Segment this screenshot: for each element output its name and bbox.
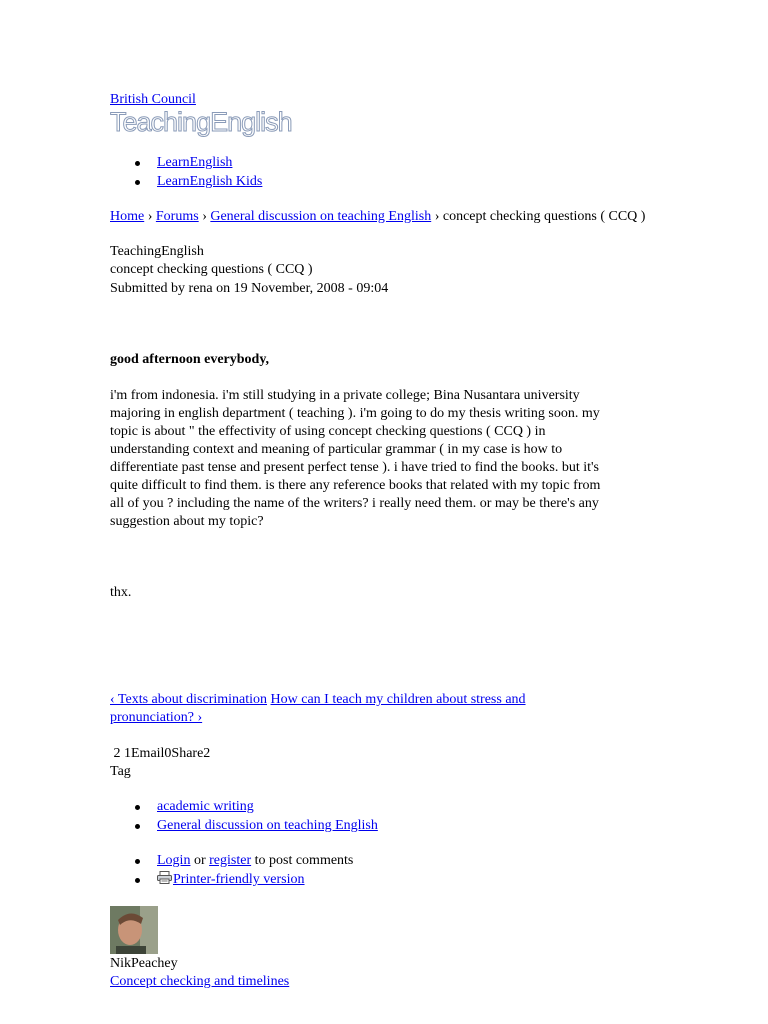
action-item — [110, 852, 353, 870]
breadcrumb — [110, 208, 670, 226]
page-title: concept checking questions ( CCQ ) — [110, 262, 313, 277]
post-body-line: understanding context and meaning of particular grammar ( in my case is how to — [110, 442, 563, 457]
tag-label: Tag — [110, 764, 131, 779]
teachingenglish-logo[interactable]: TeachingEnglish — [110, 107, 292, 137]
breadcrumb-general-discussion[interactable]: General discussion on teaching English — [210, 209, 432, 224]
post-pager — [110, 691, 630, 727]
site-nav — [110, 154, 262, 192]
post-body-line: quite difficult to find them. is there any reference books that related with my topic from — [110, 478, 601, 493]
tag-item — [110, 798, 378, 816]
author-avatar[interactable] — [110, 906, 158, 954]
post-body — [110, 387, 670, 531]
british-council-link[interactable]: British Council — [110, 92, 196, 107]
post-body-line: suggestion about my topic? — [110, 514, 264, 529]
next-post-link-line1: How can I teach my children about stress and — [270, 692, 526, 707]
site-name: TeachingEnglish — [110, 244, 204, 259]
tag-academic-writing[interactable]: academic writing — [157, 799, 254, 814]
learnenglish-kids-link[interactable]: LearnEnglish Kids — [157, 174, 263, 189]
breadcrumb-separator: › — [202, 209, 207, 224]
breadcrumb-separator: › — [147, 209, 153, 224]
submitted-info: Submitted by rena on 19 November, 2008 - 09:04 — [110, 281, 389, 296]
breadcrumb-separator: › — [434, 209, 440, 224]
nav-item — [110, 154, 262, 172]
breadcrumb-current: concept checking questions ( CCQ ) — [442, 209, 646, 224]
printer-friendly-link[interactable]: Printer-friendly version — [173, 872, 305, 887]
post-body-line: majoring in english department ( teaching ). i'm going to do my thesis writing soon. my — [110, 406, 600, 421]
action-item — [110, 871, 353, 889]
post-body-line: topic is about " the effectivity of using concept checking questions ( CCQ ) in — [110, 424, 546, 439]
post-body-line: differentiate past tense and present perfect tense ). i have tried to find the books. but it's — [110, 460, 599, 475]
register-link[interactable]: register — [209, 853, 252, 868]
tag-item — [110, 817, 378, 835]
learnenglish-link[interactable]: LearnEnglish — [157, 155, 233, 170]
next-post-link-line2: pronunciation? › — [110, 710, 203, 725]
post-body-line: i'm from indonesia. i'm still studying in a private college; Bina Nusantara university — [110, 388, 580, 403]
post-comments-text: to post comments — [251, 853, 354, 868]
nav-item — [110, 173, 262, 191]
breadcrumb-forums[interactable]: Forums — [155, 209, 199, 224]
printer-icon[interactable] — [157, 871, 172, 890]
breadcrumb-home[interactable]: Home — [110, 209, 145, 224]
login-link[interactable]: Login — [157, 853, 191, 868]
avatar-image — [110, 906, 158, 954]
post-actions — [110, 852, 353, 890]
post-body-line: all of you ? including the name of the writers? i really need them. or may be there's any — [110, 496, 599, 511]
or-text: or — [190, 853, 210, 868]
previous-post-link[interactable]: ‹ Texts about discrimination — [110, 692, 268, 707]
post-greeting: good afternoon everybody, — [110, 352, 270, 367]
share-counts[interactable]: 2 1Email0Share2 — [110, 746, 211, 761]
post-signoff: thx. — [110, 585, 132, 600]
author-name: NikPeachey — [110, 956, 178, 971]
tag-general-discussion[interactable]: General discussion on teaching English — [157, 818, 378, 833]
tag-list — [110, 798, 378, 836]
related-post-link[interactable]: Concept checking and timelines — [110, 974, 290, 989]
